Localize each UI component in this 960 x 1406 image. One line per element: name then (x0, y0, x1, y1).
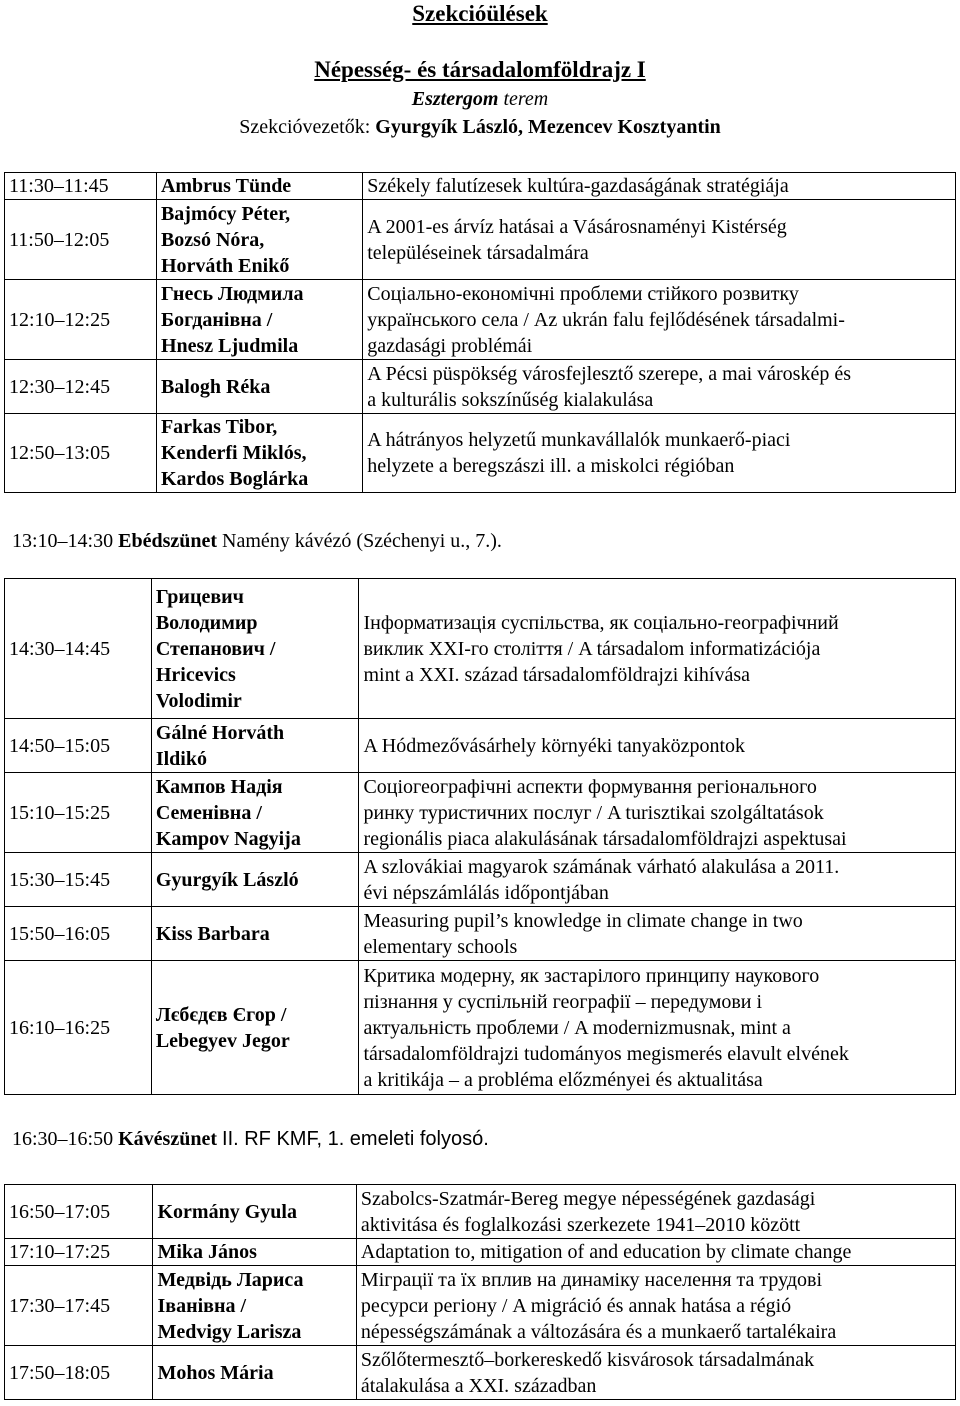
presenter-name-line: Mika János (157, 1241, 257, 1263)
session-time: 11:50–12:05 (5, 200, 157, 280)
presenter-name-line: Іванівна / (157, 1294, 247, 1317)
chairs-label: Szekcióvezetők: (239, 116, 376, 138)
presenter-name-line: Kiss Barbara (155, 922, 270, 945)
title-line: Adaptation to, mitigation of and education by climate change (360, 1241, 852, 1263)
presenter-name-line: Bozsó Nóra, (160, 228, 265, 251)
session-title (359, 907, 956, 961)
session-title (363, 414, 956, 493)
session-time: 17:10–17:25 (5, 1239, 153, 1266)
presenter-name-line: Volodimir (155, 689, 242, 712)
title-line: elementary schools (363, 935, 518, 958)
session-row (5, 360, 956, 414)
session-title (363, 173, 956, 200)
presenter-name-line: Mohos Mária (157, 1361, 274, 1384)
session-title (356, 1239, 955, 1266)
session-title (359, 853, 956, 907)
session-presenters (156, 200, 362, 280)
session-title (356, 1185, 955, 1239)
break-label: Ebédszünet (118, 530, 218, 552)
session-presenters (153, 1266, 356, 1346)
break-place: Namény kávézó (Széchenyi u., 7.). (222, 530, 502, 552)
session-row (5, 1239, 956, 1266)
presenter-name-line: Kampov Nagyija (155, 827, 301, 850)
break-place: II. RF KMF, 1. emeleti folyosó. (222, 1128, 489, 1150)
title-line: gazdasági problémái (367, 334, 533, 357)
presenter-name-line: Степанович / (155, 637, 276, 660)
schedule-table-1 (4, 172, 956, 493)
title-line: ринку туристичних послуг / A turisztikai szolgáltatások (363, 801, 824, 824)
session-row (5, 719, 956, 773)
section-title: Népesség- és társadalomföldrajz I (314, 57, 646, 82)
session-row (5, 853, 956, 907)
title-line: ресурси регіону / A migráció és annak hatása a régió (360, 1294, 792, 1317)
title-line: A hátrányos helyzetű munkavállalók munkaerő-piaci (367, 429, 791, 451)
presenter-name-line: Bajmócy Péter, (160, 202, 291, 225)
session-time: 15:50–16:05 (5, 907, 152, 961)
schedule-table-3 (4, 1184, 956, 1400)
session-presenters (153, 1239, 356, 1266)
title-line: пізнання у суспільній географії – передумови і (363, 990, 763, 1013)
session-presenters (156, 414, 362, 493)
session-row (5, 200, 956, 280)
presenter-name-line: Kormány Gyula (157, 1200, 297, 1223)
session-presenters (153, 1346, 356, 1400)
session-time: 12:30–12:45 (5, 360, 157, 414)
presenter-name-line: Kardos Boglárka (160, 468, 309, 490)
presenter-name-line: Gyurgyík László (155, 868, 299, 891)
schedule-table-2 (4, 578, 956, 1095)
page-title: Szekcióülések (412, 1, 548, 26)
session-time: 17:50–18:05 (5, 1346, 153, 1400)
title-line: Критика модерну, як застарілого принципу наукового (363, 964, 820, 987)
session-row (5, 414, 956, 493)
presenter-name-line: Грицевич (155, 585, 244, 608)
session-row (5, 1185, 956, 1239)
room-word: terem (498, 88, 549, 110)
title-line: regionális piaca alakulásának társadalomföldrajzi aspektusai (363, 827, 847, 850)
session-time: 15:30–15:45 (5, 853, 152, 907)
session-time: 15:10–15:25 (5, 773, 152, 853)
title-line: A szlovákiai magyarok számának várható alakulása a 2011. (363, 855, 840, 878)
presenter-name-line: Hnesz Ljudmila (160, 334, 299, 357)
session-title (363, 280, 956, 360)
presenter-name-line: Hricevics (155, 663, 236, 686)
presenter-name-line: Farkas Tibor, (160, 416, 278, 438)
title-line: településeinek társadalmára (367, 241, 589, 264)
presenter-name-line: Гнесь Людмила (160, 282, 304, 305)
session-title (359, 719, 956, 773)
presenter-name-line: Gálné Horváth (155, 721, 285, 744)
presenter-name-line: Медвідь Лариса (157, 1268, 304, 1291)
title-line: Соціогеографічні аспекти формування регіонального (363, 775, 817, 798)
title-line: актуальність проблеми / A modernizmusnak, mint a (363, 1016, 791, 1039)
title-line: aktivitása és foglalkozási szerkezete 1941–2010 között (360, 1213, 801, 1236)
session-title (356, 1266, 955, 1346)
session-time: 14:50–15:05 (5, 719, 152, 773)
title-line: A Hódmezővásárhely környéki tanyaközpontok (363, 734, 746, 757)
room-name: Esztergom (411, 88, 499, 110)
title-line: évi népszámlálás időpontjában (363, 881, 609, 904)
session-row (5, 773, 956, 853)
title-line: helyzete a beregszászi ill. a miskolci régióban (367, 455, 735, 477)
session-presenters (151, 961, 359, 1095)
presenter-name-line: Лєбєдєв Єгор / (155, 1003, 287, 1026)
title-line: Szabolcs-Szatmár-Bereg megye népességének gazdasági (360, 1187, 816, 1210)
session-presenters (151, 719, 359, 773)
title-line: виклик XXI-го століття / A társadalom informatizációja (363, 637, 821, 660)
title-line: Соціально-економічні проблеми стійкого розвитку (367, 282, 799, 305)
session-row (5, 961, 956, 1095)
presenter-name-line: Семенівна / (155, 801, 262, 824)
session-time: 11:30–11:45 (5, 173, 157, 200)
title-line: a kulturális sokszínűség kialakulása (367, 388, 654, 411)
session-presenters (156, 360, 362, 414)
presenter-name-line: Kenderfi Miklós, (160, 442, 307, 464)
presenter-name-line: Ambrus Tünde (160, 175, 292, 197)
room-line (0, 87, 960, 111)
session-row (5, 907, 956, 961)
session-row (5, 579, 956, 719)
presenter-name-line: Horváth Enikő (160, 254, 290, 277)
session-row (5, 1266, 956, 1346)
presenter-name-line: Кампов Надія (155, 775, 283, 798)
presenter-name-line: Lebegyev Jegor (155, 1029, 290, 1052)
session-presenters (151, 579, 359, 719)
presenter-name-line: Balogh Réka (160, 375, 271, 398)
title-line: társadalomföldrajzi tudományos megismerés elavult elvének (363, 1042, 849, 1065)
title-line: Szőlőtermesztő–borkereskedő kisvárosok társadalmának (360, 1348, 815, 1371)
session-time: 16:10–16:25 (5, 961, 152, 1095)
session-title (359, 579, 956, 719)
title-line: A Pécsi püspökség városfejlesztő szerepe, a mai városkép és (367, 362, 851, 385)
session-row (5, 1346, 956, 1400)
session-row (5, 173, 956, 200)
presenter-name-line: Medvigy Larisza (157, 1320, 302, 1343)
title-line: átalakulása a XXI. században (360, 1374, 597, 1397)
session-presenters (151, 773, 359, 853)
title-line: Інформатизація суспільства, як соціально-географічний (363, 611, 839, 634)
presenter-name-line: Богданівна / (160, 308, 273, 331)
session-title (359, 773, 956, 853)
presenter-name-line: Ildikó (155, 747, 207, 770)
session-presenters (151, 907, 359, 961)
session-time: 16:50–17:05 (5, 1185, 153, 1239)
title-line: українського села / Az ukrán falu fejlődésének társadalmi- (367, 308, 845, 331)
session-time: 17:30–17:45 (5, 1266, 153, 1346)
session-presenters (153, 1185, 356, 1239)
chairs-names: Gyurgyík László, Mezencev Kosztyantin (375, 116, 721, 138)
session-time: 12:10–12:25 (5, 280, 157, 360)
session-presenters (156, 173, 362, 200)
break-time: 13:10–14:30 (12, 530, 114, 552)
break-label: Kávészünet (118, 1128, 218, 1150)
title-line: mint a XXI. század társadalomföldrajzi kihívása (363, 663, 750, 686)
session-title (363, 200, 956, 280)
title-line: a kritikája – a probléma előzményei és aktualitása (363, 1068, 763, 1091)
session-presenters (151, 853, 359, 907)
session-row (5, 280, 956, 360)
title-line: Міграції та їх вплив на динаміку населення та трудові (360, 1268, 823, 1291)
session-title (359, 961, 956, 1095)
title-line: népességszámának a változására és a munkaerő tartalékaira (360, 1320, 837, 1343)
title-line: Székely falutízesek kultúra-gazdaságának stratégiája (367, 175, 789, 197)
session-time: 14:30–14:45 (5, 579, 152, 719)
coffee-break (12, 1126, 489, 1152)
lunch-break (12, 528, 502, 554)
session-time: 12:50–13:05 (5, 414, 157, 493)
presenter-name-line: Володимир (155, 611, 258, 634)
session-title (363, 360, 956, 414)
session-presenters (156, 280, 362, 360)
title-line: Measuring pupil’s knowledge in climate change in two (363, 909, 803, 932)
break-time: 16:30–16:50 (12, 1128, 114, 1150)
chairs-line (0, 115, 960, 139)
title-line: A 2001-es árvíz hatásai a Vásárosnaményi Kistérség (367, 215, 787, 238)
session-title (356, 1346, 955, 1400)
